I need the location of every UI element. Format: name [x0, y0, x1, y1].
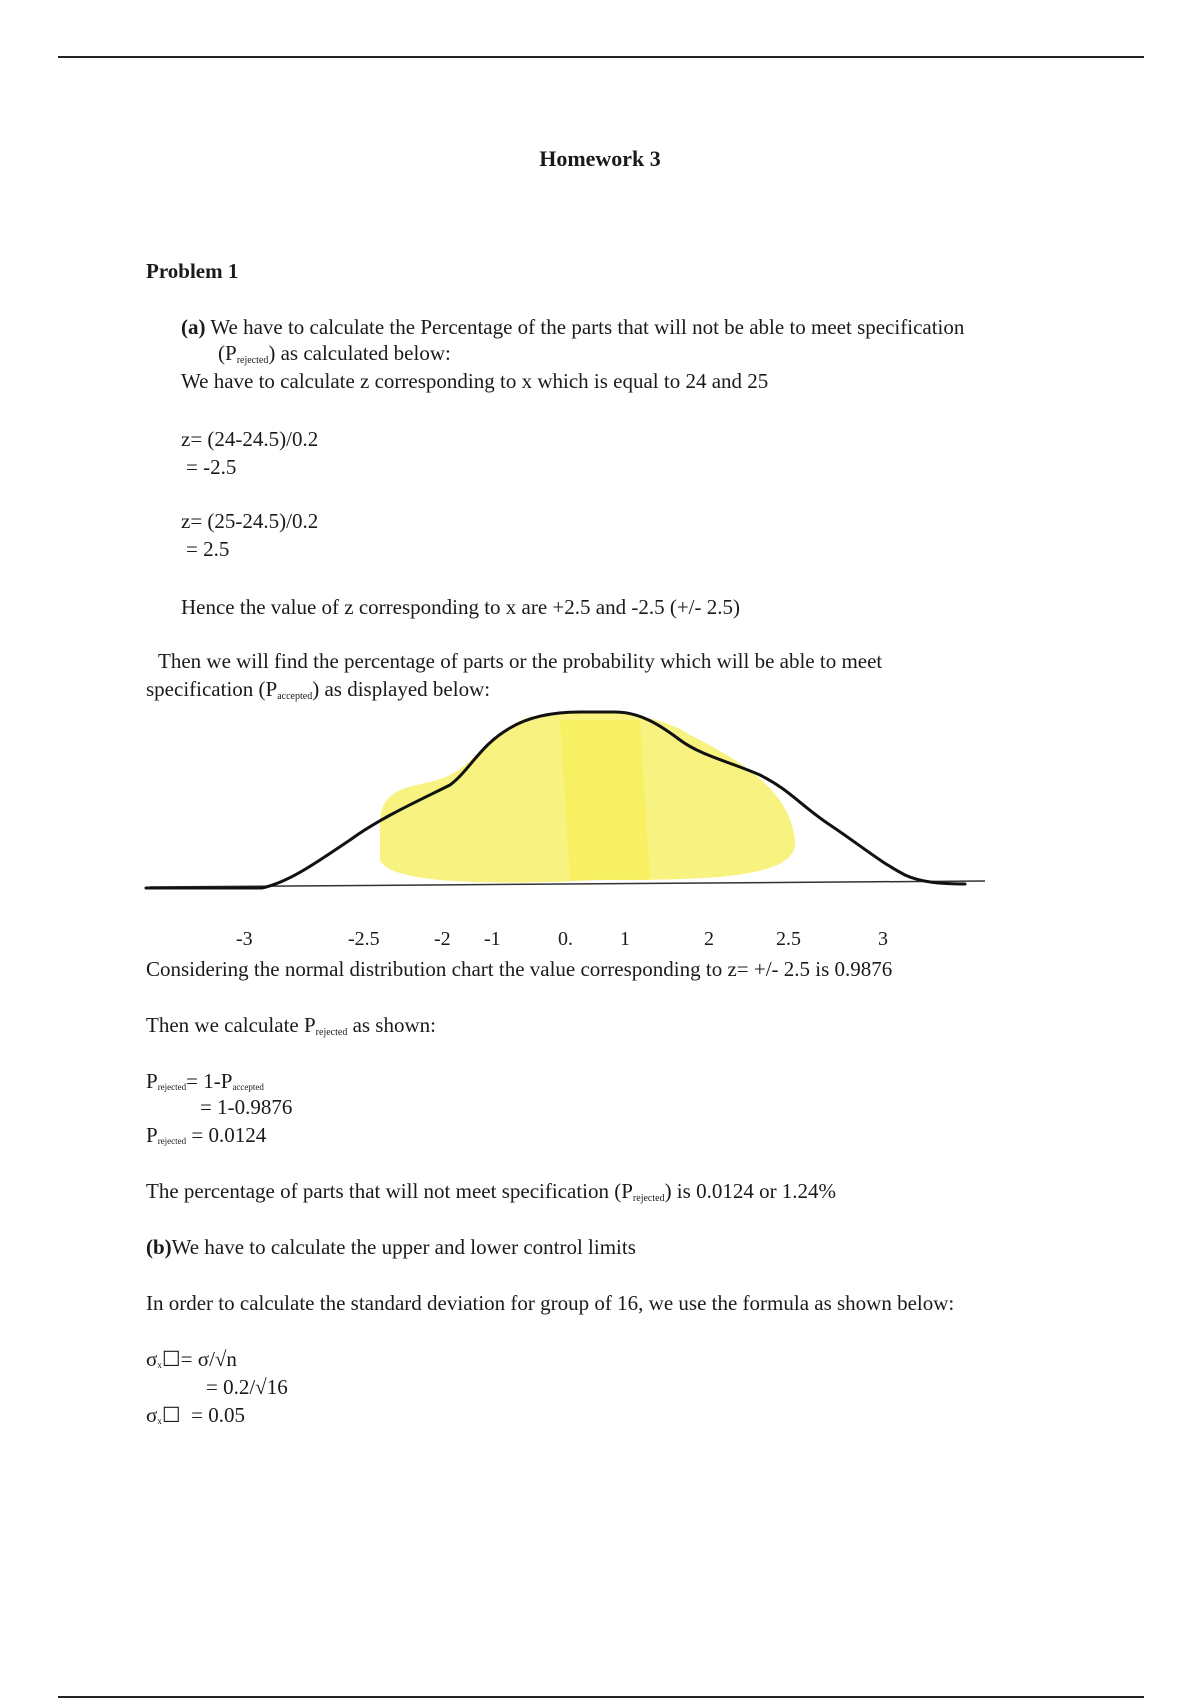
- tick-label: 1: [620, 928, 630, 950]
- equation-2b: = 2.5: [186, 537, 230, 561]
- part-b-label: (b): [146, 1235, 172, 1259]
- formula-line1-eq: = σ/√n: [180, 1347, 237, 1371]
- tick-label: -2: [434, 928, 451, 950]
- part-a-line2-rest: ) as calculated below:: [268, 341, 451, 365]
- sigma-symbol: σ: [146, 1347, 158, 1371]
- formula-line3: [146, 1402, 245, 1434]
- part-b-intro: In order to calculate the standard deviation for group of 16, we use the formula as shown below:: [146, 1291, 955, 1315]
- p-rejected-sub: rejected: [157, 1136, 187, 1146]
- problem-heading: Problem 1: [146, 259, 239, 283]
- calc-intro-post: as shown:: [352, 1013, 436, 1037]
- p-symbol: (P: [218, 341, 237, 365]
- then-line2-pre: specification (P: [146, 677, 278, 701]
- tick-label: -1: [484, 928, 501, 950]
- then-line2-post: ) as displayed below:: [312, 677, 491, 701]
- considering-text: Considering the normal distribution chart the value corresponding to z= +/- 2.5 is 0.9876: [146, 957, 893, 981]
- tick-label: 2.5: [776, 928, 801, 950]
- p-accepted-sub: accepted: [232, 1082, 264, 1092]
- conclusion-sub: rejected: [632, 1193, 665, 1204]
- tick-label: 0.: [558, 928, 573, 950]
- tick-label: 3: [878, 928, 888, 950]
- box-glyph-icon: ☐: [161, 1403, 181, 1427]
- calc-intro-pre: Then we calculate P: [146, 1013, 316, 1037]
- calc-line3: [146, 1122, 266, 1154]
- sigma-sub-x: x: [157, 1360, 162, 1370]
- bottom-rule: [58, 1696, 1144, 1698]
- calc-line3-eq: = 0.0124: [191, 1123, 267, 1147]
- part-b-text: We have to calculate the upper and lower control limits: [171, 1235, 636, 1259]
- conclusion-text: [146, 1178, 836, 1212]
- box-glyph-icon: ☐: [161, 1347, 181, 1371]
- calc-line1-eq: = 1-P: [186, 1069, 233, 1093]
- part-b-line: [146, 1234, 636, 1260]
- p-symbol: P: [146, 1123, 158, 1147]
- page-title: Homework 3: [539, 146, 661, 171]
- sigma-sub-x: x: [157, 1416, 162, 1426]
- calc-intro-sub: rejected: [315, 1027, 348, 1038]
- hence-text: Hence the value of z corresponding to x are +2.5 and -2.5 (+/- 2.5): [181, 595, 740, 619]
- then-line1: Then we will find the percentage of parts or the probability which will be able to meet: [158, 649, 883, 673]
- p-rejected-sub: rejected: [157, 1082, 187, 1092]
- part-a-label: (a): [181, 315, 206, 339]
- equation-2a: z= (25-24.5)/0.2: [181, 509, 319, 533]
- calc-line2: = 1-0.9876: [200, 1095, 293, 1119]
- sigma-symbol: σ: [146, 1403, 158, 1427]
- formula-line2: = 0.2/√16: [206, 1375, 288, 1399]
- part-a-line3: We have to calculate z corresponding to x which is equal to 24 and 25: [181, 369, 769, 393]
- formula-line3-eq: = 0.05: [191, 1403, 245, 1427]
- calc-intro: [146, 1012, 436, 1046]
- tick-label: -2.5: [348, 928, 380, 950]
- equation-1a: z= (24-24.5)/0.2: [181, 427, 319, 451]
- p-symbol: P: [146, 1069, 158, 1093]
- p-rejected-sub: rejected: [236, 355, 269, 366]
- p-accepted-sub: accepted: [277, 691, 313, 702]
- tick-label: -3: [236, 928, 253, 950]
- equation-1b: = -2.5: [186, 455, 237, 479]
- conclusion-pre: The percentage of parts that will not meet specification (P: [146, 1179, 633, 1203]
- conclusion-post: ) is 0.0124 or 1.24%: [664, 1179, 837, 1203]
- tick-label: 2: [704, 928, 714, 950]
- highlight-core: [560, 720, 650, 880]
- part-a-line1-text: We have to calculate the Percentage of the parts that will not be able to meet specification: [210, 315, 965, 339]
